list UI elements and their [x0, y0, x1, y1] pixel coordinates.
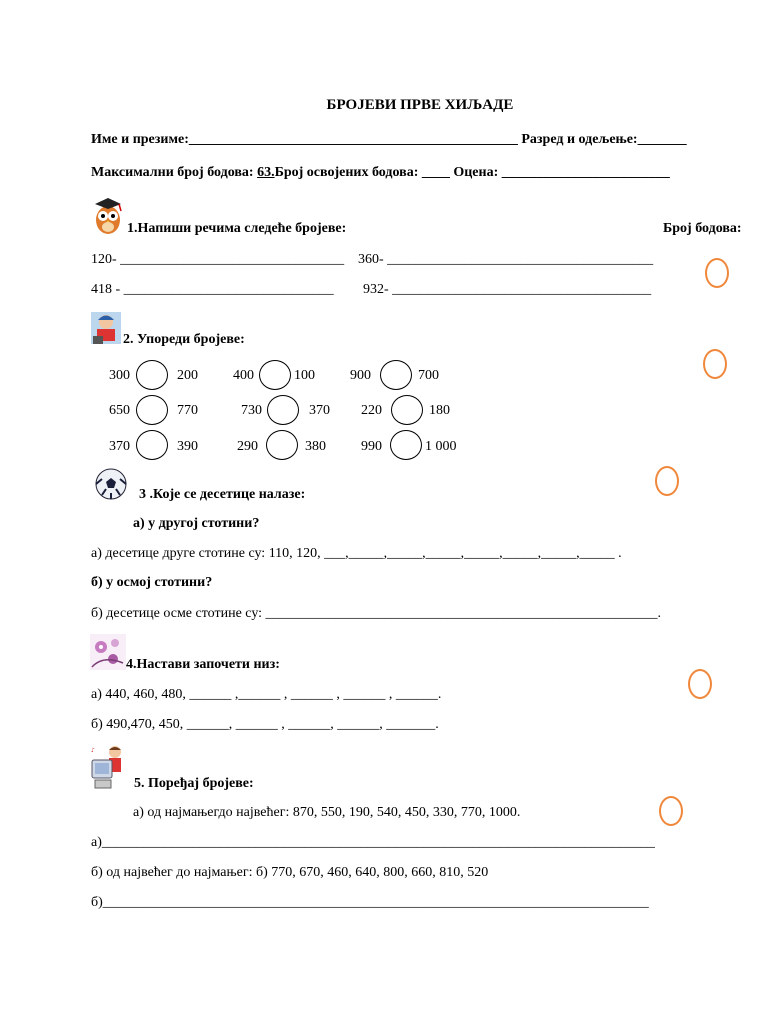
task5-b-task: б) од највећег до најмањег: б) 770, 670, 460, 640, 800, 660, 810, 520 [91, 865, 489, 880]
task5-a-line: а)_______________________________________________________________________________ [91, 835, 655, 850]
task5-score-ring[interactable] [659, 796, 683, 826]
task2-title: 2. Упореди бројеве: [123, 332, 245, 347]
task1-row2-b: 932- _____________________________________ [363, 282, 652, 297]
task3-b-line: б) десетице осме стотине су: ________________________________________________________. [91, 606, 662, 621]
compare-number: 290 [237, 439, 258, 454]
task5-a-task: а) од најмањегдо највећег: 870, 550, 190, 540, 450, 330, 770, 1000. [133, 805, 521, 820]
compare-number: 390 [177, 439, 198, 454]
child-with-computer-icon [89, 744, 127, 792]
task1-title: 1.Напиши речима следеће бројеве: [127, 221, 347, 236]
compare-number: 700 [418, 368, 439, 383]
compare-number: 380 [305, 439, 326, 454]
owl-icon [89, 196, 127, 236]
compare-number: 200 [177, 368, 198, 383]
compare-circle[interactable] [259, 360, 291, 390]
compare-circle[interactable] [136, 430, 168, 460]
compare-number: 180 [429, 403, 450, 418]
compare-circle[interactable] [391, 395, 423, 425]
compare-number: 220 [361, 403, 382, 418]
task4-b-line: б) 490,470, 450, ______, ______ , ______, ______, _______. [91, 717, 439, 732]
compare-number: 990 [361, 439, 382, 454]
compare-number: 400 [233, 368, 254, 383]
svg-text:♪: ♪ [91, 747, 95, 754]
compare-number: 370 [109, 439, 130, 454]
points-rest: Број освојених бодова: ____ Оцена: ________________________ [274, 165, 670, 180]
task4-title: 4.Настави започети низ: [126, 657, 280, 672]
task5-b-line: б)______________________________________________________________________________ [91, 895, 649, 910]
task3-a-line: а) десетице друге стотине су: 110, 120, ___,_____,_____,_____,_____,_____,_____,_____ . [91, 546, 622, 561]
compare-number: 1 000 [425, 439, 457, 454]
compare-circle[interactable] [267, 395, 299, 425]
task5-title: 5. Поређај бројеве: [134, 776, 254, 791]
task3-b-title: б) у осмој стотини? [91, 575, 213, 590]
task2-score-ring[interactable] [703, 349, 727, 379]
name-line: Име и презиме:_______________________________________________ Разред и одељење:_______ [91, 132, 687, 147]
compare-circle[interactable] [390, 430, 422, 460]
soccer-ball-icon [94, 467, 128, 501]
compare-number: 100 [294, 368, 315, 383]
compare-circle[interactable] [380, 360, 412, 390]
compare-number: 900 [350, 368, 371, 383]
task3-score-ring[interactable] [655, 466, 679, 496]
task1-row1-b: 360- ______________________________________ [358, 252, 654, 267]
compare-number: 730 [241, 403, 262, 418]
points-column-title: Број бодова: [663, 221, 742, 236]
points-line [91, 164, 670, 182]
page-title: БРОЈЕВИ ПРВЕ ХИЉАДЕ [326, 97, 514, 113]
task1-row2-a: 418 - ______________________________ [91, 282, 334, 297]
task4-a-line: а) 440, 460, 480, ______ ,______ , ______ , ______ , ______. [91, 687, 442, 702]
task3-title: 3 .Које се десетице налазе: [139, 487, 306, 502]
compare-circle[interactable] [136, 395, 168, 425]
flower-ornament-icon [89, 633, 127, 671]
compare-circle[interactable] [136, 360, 168, 390]
compare-circle[interactable] [266, 430, 298, 460]
compare-number: 650 [109, 403, 130, 418]
boy-at-computer-icon [89, 310, 123, 346]
max-points-label: Максимални број бодова: [91, 165, 258, 180]
compare-number: 300 [109, 368, 130, 383]
compare-number: 770 [177, 403, 198, 418]
task3-a-title: а) у другој стотини? [133, 516, 260, 531]
task1-score-ring[interactable] [705, 258, 729, 288]
max-points-value: 63. [257, 165, 275, 180]
task4-score-ring[interactable] [688, 669, 712, 699]
compare-number: 370 [309, 403, 330, 418]
task1-row1-a: 120- ________________________________ [91, 252, 345, 267]
